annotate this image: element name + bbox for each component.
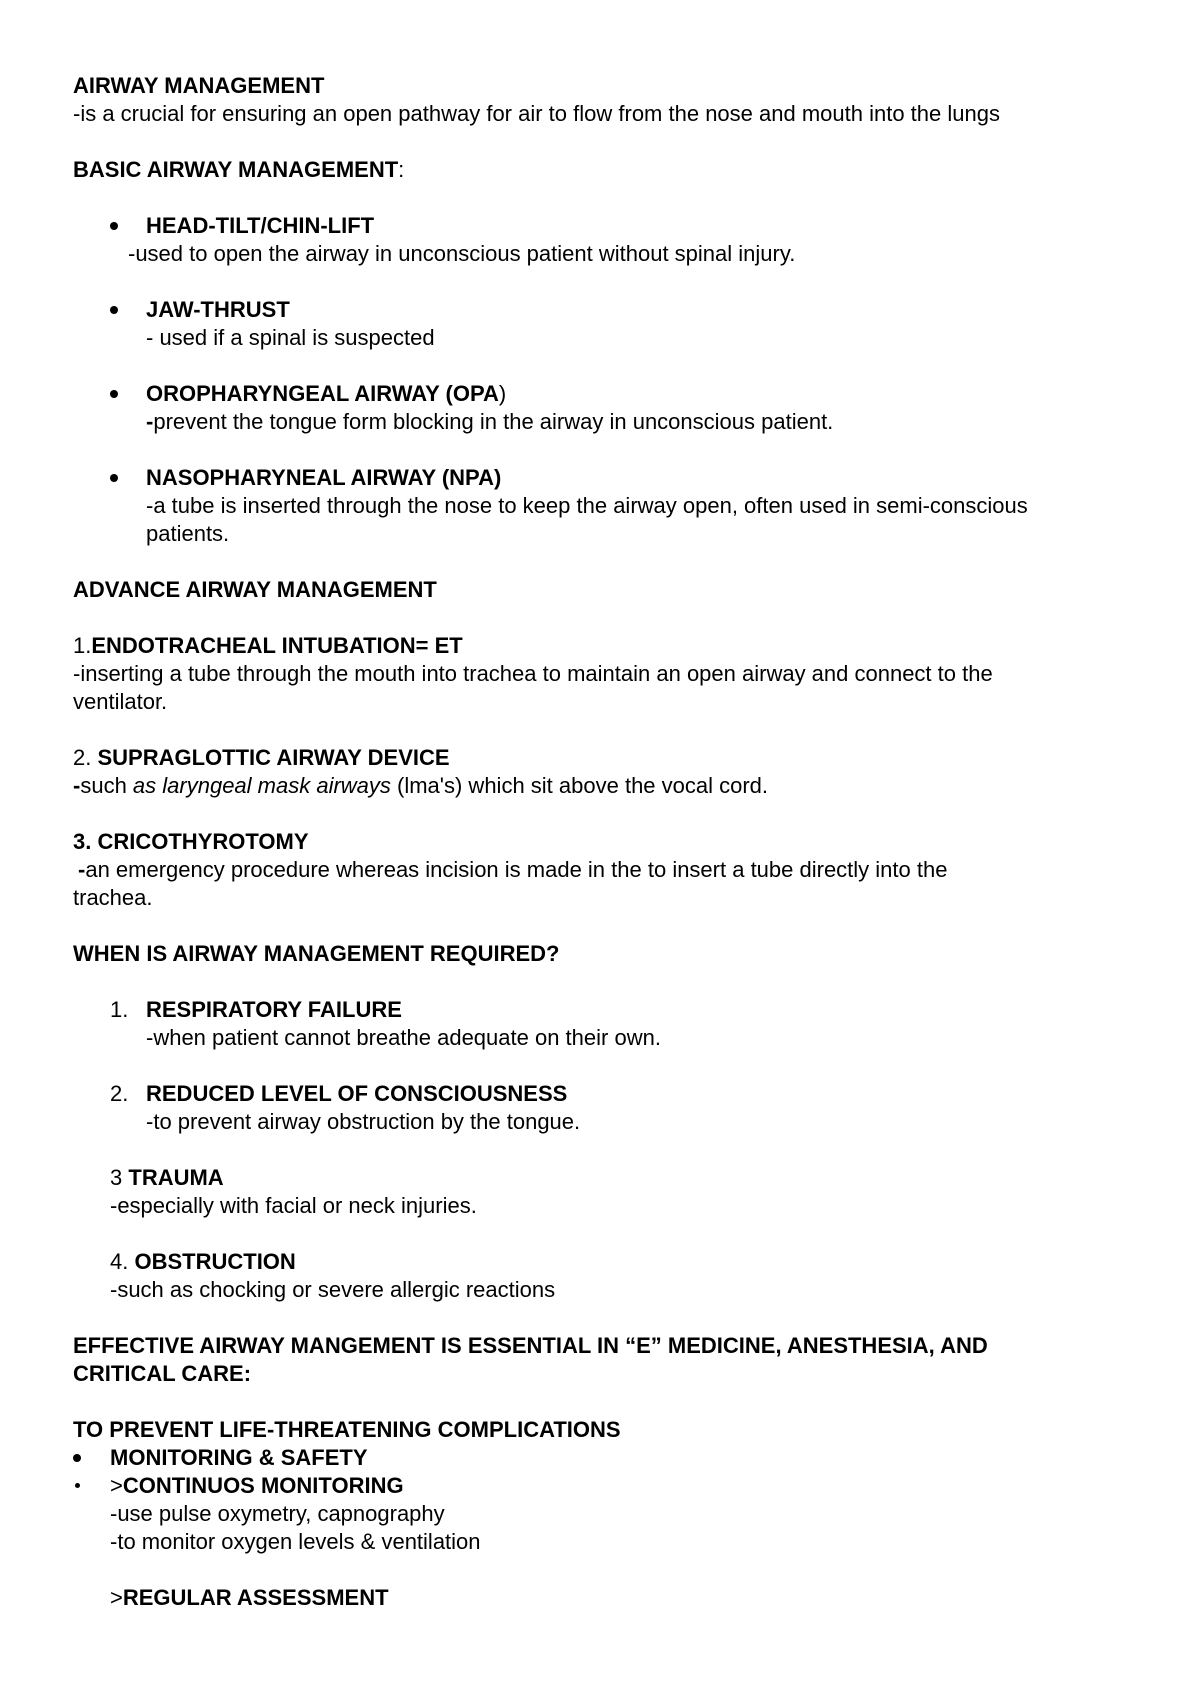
prevent-desc: -to monitor oxygen levels & ventilation bbox=[110, 1529, 481, 1554]
required-item-desc: -when patient cannot breathe adequate on their own. bbox=[146, 1025, 661, 1050]
required-heading: WHEN IS AIRWAY MANAGEMENT REQUIRED? bbox=[73, 941, 560, 966]
effective-heading-cont: CRITICAL CARE: bbox=[73, 1361, 252, 1386]
prevent-bullet-title: MONITORING & SAFETY bbox=[110, 1445, 368, 1470]
basic-heading: BASIC AIRWAY MANAGEMENT: bbox=[73, 157, 405, 182]
advance-item-title: 1.ENDOTRACHEAL INTUBATION= ET bbox=[73, 633, 463, 658]
bullet-icon bbox=[110, 390, 118, 398]
basic-item-desc: - used if a spinal is suspected bbox=[146, 325, 435, 350]
advance-item-desc: -an emergency procedure whereas incision is made in the to insert a tube directly into the bbox=[78, 857, 948, 882]
basic-item-title: NASOPHARYNEAL AIRWAY (NPA) bbox=[146, 465, 502, 490]
bullet-icon bbox=[73, 1454, 81, 1462]
list-number: 2. bbox=[110, 1081, 129, 1106]
prevent-heading: TO PREVENT LIFE-THREATENING COMPLICATIONS bbox=[73, 1417, 621, 1442]
required-item-title: RESPIRATORY FAILURE bbox=[146, 997, 402, 1022]
advance-item-desc: -such as laryngeal mask airways (lma's) which sit above the vocal cord. bbox=[73, 773, 769, 798]
required-item-desc: -especially with facial or neck injuries. bbox=[110, 1193, 477, 1218]
basic-item-title: JAW-THRUST bbox=[146, 297, 290, 322]
required-item-desc: -to prevent airway obstruction by the tongue. bbox=[146, 1109, 581, 1134]
bullet-icon bbox=[110, 306, 118, 314]
advance-item-title: 2. SUPRAGLOTTIC AIRWAY DEVICE bbox=[73, 745, 450, 770]
effective-heading: EFFECTIVE AIRWAY MANGEMENT IS ESSENTIAL IN “E” MEDICINE, ANESTHESIA, AND bbox=[73, 1333, 988, 1358]
prevent-bullet-title: >CONTINUOS MONITORING bbox=[110, 1473, 404, 1498]
advance-item-title: 3. CRICOTHYROTOMY bbox=[73, 829, 309, 854]
bullet-icon bbox=[110, 222, 118, 230]
required-item-title: 4. OBSTRUCTION bbox=[110, 1249, 296, 1274]
basic-item-desc: -used to open the airway in unconscious patient without spinal injury. bbox=[128, 241, 796, 266]
required-item-title: 3 TRAUMA bbox=[110, 1165, 224, 1190]
prevent-subheading: >REGULAR ASSESSMENT bbox=[110, 1585, 389, 1610]
document-title: AIRWAY MANAGEMENT bbox=[73, 73, 325, 98]
title-definition: -is a crucial for ensuring an open pathway for air to flow from the nose and mouth into the lungs bbox=[73, 101, 1000, 126]
basic-item-desc: -prevent the tongue form blocking in the airway in unconscious patient. bbox=[146, 409, 834, 434]
advance-heading: ADVANCE AIRWAY MANAGEMENT bbox=[73, 577, 437, 602]
prevent-desc: -use pulse oxymetry, capnography bbox=[110, 1501, 445, 1526]
bullet-icon bbox=[110, 474, 118, 482]
bullet-icon bbox=[75, 1483, 80, 1488]
basic-item-desc: -a tube is inserted through the nose to keep the airway open, often used in semi-conscious bbox=[146, 493, 1028, 518]
basic-item-title: HEAD-TILT/CHIN-LIFT bbox=[146, 213, 375, 238]
list-number: 1. bbox=[110, 997, 129, 1022]
basic-item-desc: patients. bbox=[146, 521, 230, 546]
advance-item-desc: trachea. bbox=[73, 885, 153, 910]
advance-item-desc: -inserting a tube through the mouth into trachea to maintain an open airway and connect to the bbox=[73, 661, 993, 686]
advance-item-desc: ventilator. bbox=[73, 689, 168, 714]
required-item-desc: -such as chocking or severe allergic reactions bbox=[110, 1277, 556, 1302]
required-item-title: REDUCED LEVEL OF CONSCIOUSNESS bbox=[146, 1081, 568, 1106]
basic-item-title: OROPHARYNGEAL AIRWAY (OPA) bbox=[146, 381, 507, 406]
